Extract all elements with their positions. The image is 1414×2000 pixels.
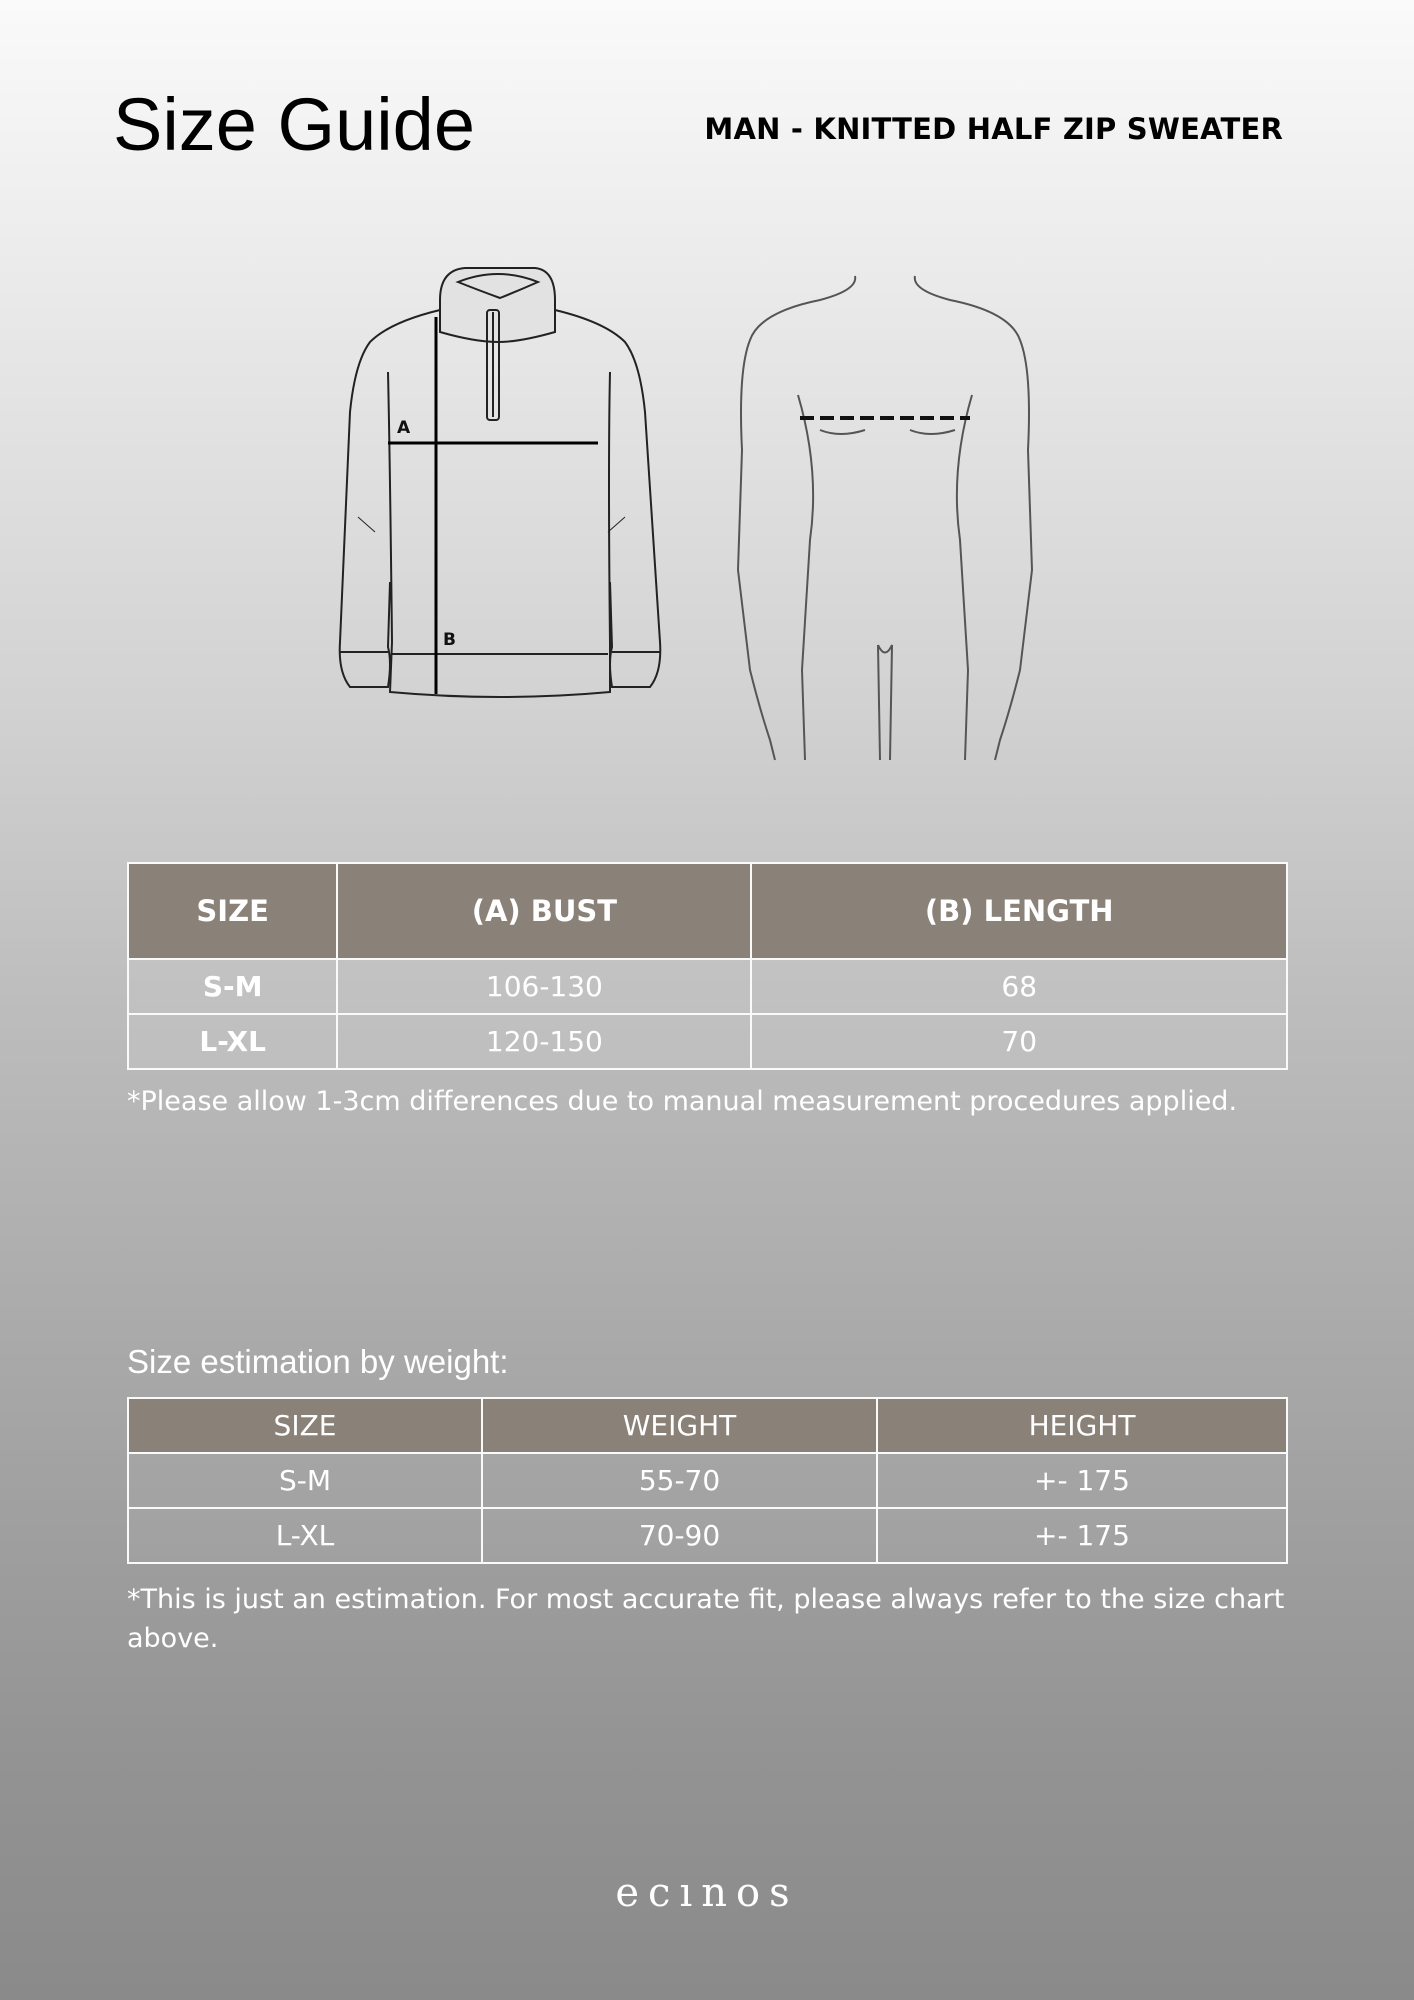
cell-bust: 120-150 <box>337 1014 751 1069</box>
table-row <box>128 1014 1287 1069</box>
table-row <box>128 1508 1287 1563</box>
cell-height: +- 175 <box>877 1508 1287 1563</box>
measure-label-a: A <box>397 418 411 438</box>
cell-weight: 55-70 <box>482 1453 877 1508</box>
column-header-height: HEIGHT <box>877 1398 1287 1453</box>
column-header-weight: WEIGHT <box>482 1398 877 1453</box>
cell-length: 68 <box>751 959 1287 1014</box>
table-header-row <box>128 1398 1287 1453</box>
weight-chart-table <box>127 1397 1288 1564</box>
measurement-note: *Please allow 1-3cm differences due to manual measurement procedures applied. <box>127 1086 1238 1117</box>
product-name: MAN - KNITTED HALF ZIP SWEATER <box>704 112 1283 146</box>
cell-size: L-XL <box>128 1508 482 1563</box>
sweater-diagram-icon <box>310 262 680 702</box>
column-header-size: SIZE <box>128 863 337 959</box>
cell-size: S-M <box>128 1453 482 1508</box>
page-title: Size Guide <box>113 83 475 166</box>
weight-estimation-heading: Size estimation by weight: <box>127 1343 509 1380</box>
table-header-row <box>128 863 1287 959</box>
measure-label-b: B <box>443 630 456 650</box>
size-chart-table <box>127 862 1288 1070</box>
cell-bust: 106-130 <box>337 959 751 1014</box>
column-header-bust: (A) BUST <box>337 863 751 959</box>
column-header-length: (B) LENGTH <box>751 863 1287 959</box>
column-header-size: SIZE <box>128 1398 482 1453</box>
table-row <box>128 959 1287 1014</box>
estimation-note: *This is just an estimation. For most accurate fit, please always refer to the size chart above. <box>127 1584 1285 1654</box>
cell-size: S-M <box>128 959 337 1014</box>
cell-length: 70 <box>751 1014 1287 1069</box>
cell-size: L-XL <box>128 1014 337 1069</box>
brand-logo: ecınos <box>615 1870 799 1916</box>
cell-height: +- 175 <box>877 1453 1287 1508</box>
table-row <box>128 1453 1287 1508</box>
cell-weight: 70-90 <box>482 1508 877 1563</box>
body-figure-icon <box>730 270 1040 770</box>
